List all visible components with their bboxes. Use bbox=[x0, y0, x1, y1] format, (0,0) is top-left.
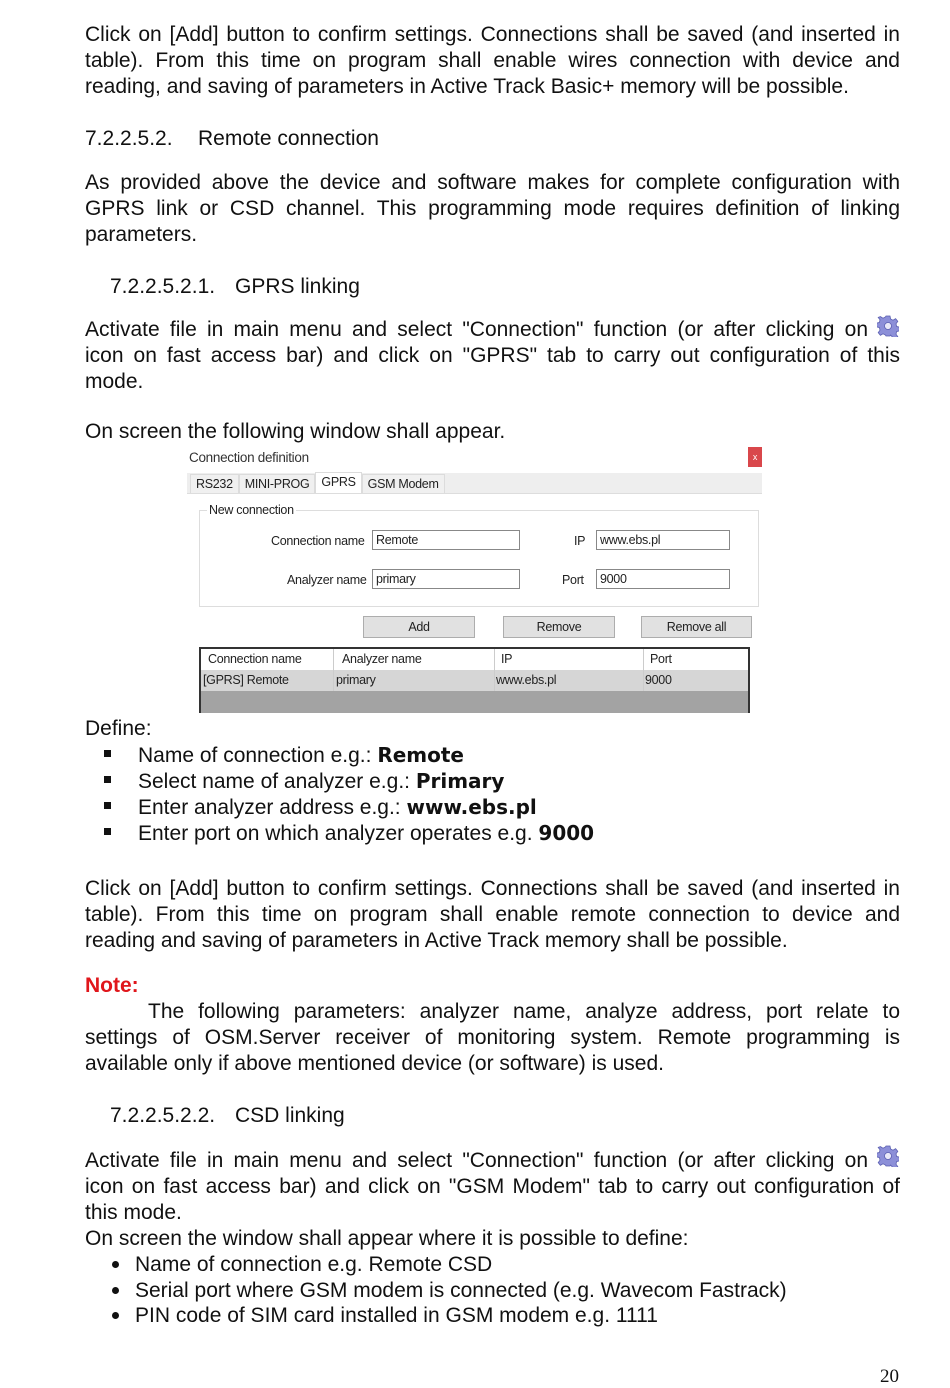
paragraph-remote-intro bbox=[85, 170, 900, 248]
item-text: Select name of analyzer e.g.: bbox=[138, 770, 416, 793]
column-header[interactable]: IP bbox=[495, 649, 644, 670]
list-item: Name of connection e.g. Remote CSD bbox=[135, 1253, 493, 1276]
gear-icon bbox=[877, 315, 899, 337]
list-item bbox=[138, 820, 594, 847]
ip-label: IP bbox=[574, 534, 586, 548]
group-label: New connection bbox=[209, 503, 294, 517]
new-connection-group bbox=[199, 503, 759, 607]
text-line: icon on fast access bar) and click on "GPRS" tab to carry out configuration of this bbox=[85, 344, 900, 367]
item-text: Name of connection e.g.: bbox=[138, 744, 378, 767]
analyzer-name-input[interactable]: primary bbox=[372, 569, 520, 589]
text-line: Activate file in main menu and select "Connection" function (or after clicking on bbox=[85, 318, 868, 341]
heading-number: 7.2.2.5.2.1. bbox=[110, 275, 216, 298]
heading-remote-connection bbox=[85, 126, 379, 152]
list-item bbox=[138, 794, 537, 821]
tab-bar bbox=[187, 473, 762, 494]
column-header[interactable]: Port bbox=[650, 652, 672, 666]
analyzer-name-label: Analyzer name bbox=[287, 573, 367, 587]
bullet-icon bbox=[112, 1261, 119, 1268]
item-text: Enter analyzer address e.g.: bbox=[138, 796, 407, 819]
tab-mini-prog[interactable]: MINI-PROG bbox=[239, 474, 316, 493]
text-line: Click on [Add] button to confirm settings. Connections shall be saved (and inserted in bbox=[85, 877, 900, 900]
paragraph-add-remote bbox=[85, 876, 900, 954]
table-header bbox=[201, 649, 748, 670]
text-line: On screen the following window shall appear. bbox=[85, 420, 506, 443]
paragraph-csd-activate bbox=[85, 1148, 900, 1252]
item-value: Remote bbox=[377, 743, 464, 767]
text-line: table). From this time on program shall enable wires connection with device and bbox=[85, 49, 900, 72]
table-cell: 9000 bbox=[645, 673, 672, 687]
list-item bbox=[138, 768, 504, 795]
page-number: 20 bbox=[880, 1366, 899, 1387]
list-item: PIN code of SIM card installed in GSM modem e.g. 1111 bbox=[135, 1304, 658, 1327]
text-line: icon on fast access bar) and click on "GSM Modem" tab to carry out configuration of bbox=[85, 1175, 900, 1198]
item-value: www.ebs.pl bbox=[406, 795, 537, 819]
text-line: reading, and saving of parameters in Active Track Basic+ memory will be possible. bbox=[85, 75, 849, 98]
remove-all-button[interactable]: Remove all bbox=[641, 616, 752, 638]
text-line: Click on [Add] button to confirm settings. Connections shall be saved (and inserted in bbox=[85, 23, 900, 46]
item-value: Primary bbox=[415, 769, 505, 793]
heading-title: CSD linking bbox=[235, 1104, 345, 1127]
square-bullet-icon bbox=[104, 828, 111, 835]
heading-title: Remote connection bbox=[198, 127, 379, 150]
paragraph-add-wired bbox=[85, 22, 900, 100]
list-item: Serial port where GSM modem is connected (e.g. Wavecom Fastrack) bbox=[135, 1279, 787, 1302]
heading-csd-linking bbox=[110, 1103, 345, 1129]
connection-name-label: Connection name bbox=[271, 534, 365, 548]
tab-gsm-modem[interactable]: GSM Modem bbox=[362, 474, 445, 493]
connection-definition-window bbox=[187, 445, 762, 713]
add-button[interactable]: Add bbox=[363, 616, 475, 638]
square-bullet-icon bbox=[104, 776, 111, 783]
paragraph-window-appears bbox=[85, 419, 900, 445]
text-line: GPRS link or CSD channel. This programming mode requires definition of linking bbox=[85, 197, 900, 220]
column-header[interactable]: Connection name bbox=[201, 649, 334, 670]
text-line: parameters. bbox=[85, 223, 198, 246]
column-header[interactable]: Analyzer name bbox=[334, 649, 495, 670]
heading-number: 7.2.2.5.2.2. bbox=[110, 1104, 216, 1127]
square-bullet-icon bbox=[104, 750, 111, 757]
port-label: Port bbox=[562, 573, 584, 587]
text-line: available only if above mentioned device (or software) is used. bbox=[85, 1052, 664, 1075]
paragraph-gprs-activate bbox=[85, 317, 900, 395]
text-line: Activate file in main menu and select "Connection" function (or after clicking on bbox=[85, 1149, 868, 1172]
ip-input[interactable]: www.ebs.pl bbox=[596, 530, 730, 550]
connection-name-input[interactable]: Remote bbox=[372, 530, 520, 550]
table-cell: [GPRS] Remote bbox=[201, 670, 334, 691]
heading-title: GPRS linking bbox=[235, 275, 360, 298]
bullet-icon bbox=[112, 1287, 119, 1294]
table-cell: primary bbox=[334, 670, 495, 691]
text-line: As provided above the device and software makes for complete configuration with bbox=[85, 171, 900, 194]
bullet-icon bbox=[112, 1312, 119, 1319]
note-paragraph bbox=[85, 999, 900, 1077]
port-input[interactable]: 9000 bbox=[596, 569, 730, 589]
text-line: The following parameters: analyzer name, analyze address, port relate to bbox=[148, 1000, 900, 1023]
item-text: Enter port on which analyzer operates e.g. bbox=[138, 822, 539, 845]
text-line: table). From this time on program shall enable remote connection to device and bbox=[85, 903, 900, 926]
note-label: Note: bbox=[85, 974, 139, 997]
tab-gprs[interactable]: GPRS bbox=[315, 472, 361, 493]
item-value: 9000 bbox=[538, 821, 595, 845]
define-label: Define: bbox=[85, 717, 152, 740]
list-item bbox=[138, 742, 464, 769]
window-title: Connection definition bbox=[189, 450, 309, 465]
connections-table bbox=[199, 647, 750, 713]
heading-gprs-linking bbox=[110, 274, 360, 300]
heading-number: 7.2.2.5.2. bbox=[85, 127, 173, 150]
text-line: On screen the window shall appear where it is possible to define: bbox=[85, 1227, 689, 1250]
remove-button[interactable]: Remove bbox=[503, 616, 615, 638]
text-line: this mode. bbox=[85, 1201, 182, 1224]
tab-rs232[interactable]: RS232 bbox=[190, 474, 239, 493]
table-row[interactable] bbox=[201, 670, 748, 691]
text-line: reading and saving of parameters in Active Track memory shall be possible. bbox=[85, 929, 788, 952]
gear-icon bbox=[877, 1145, 899, 1167]
square-bullet-icon bbox=[104, 802, 111, 809]
table-cell: www.ebs.pl bbox=[495, 670, 644, 691]
text-line: settings of OSM.Server receiver of monitoring system. Remote programming is bbox=[85, 1026, 900, 1049]
text-line: mode. bbox=[85, 370, 144, 393]
close-button[interactable]: x bbox=[748, 447, 762, 467]
